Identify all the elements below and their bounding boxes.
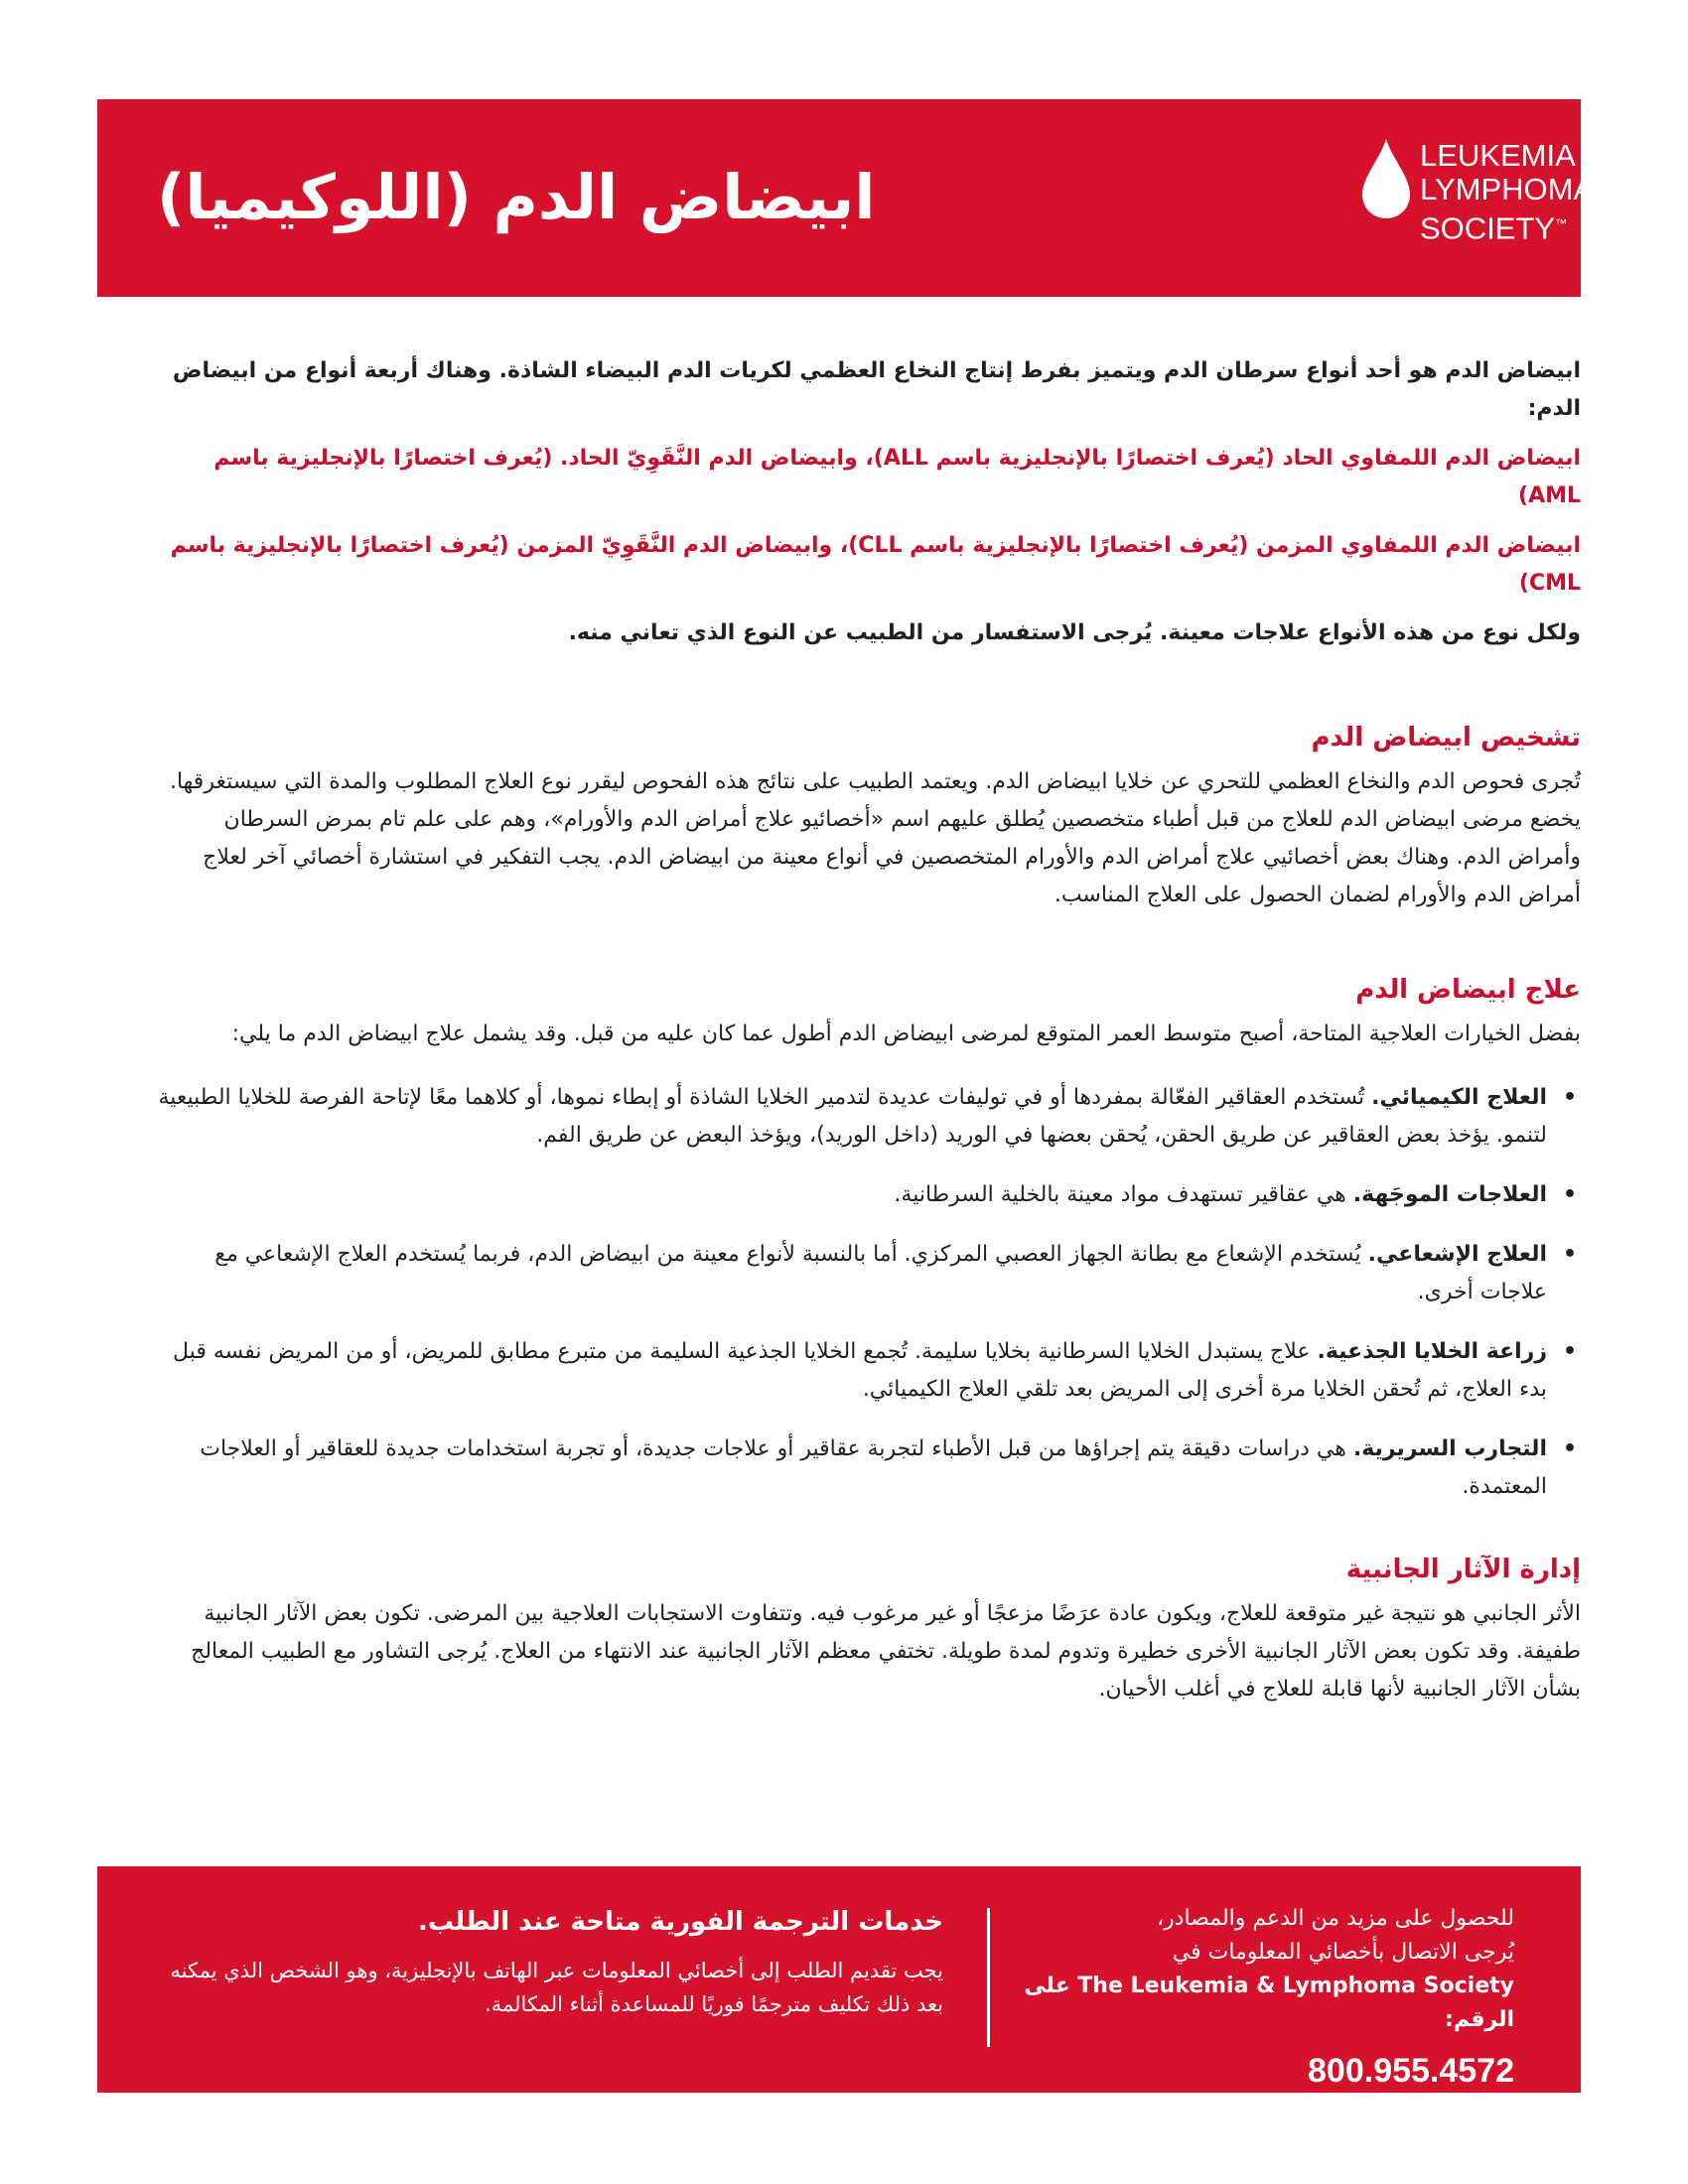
logo-wordmark	[1420, 139, 1603, 245]
intro-closing: ولكل نوع من هذه الأنواع علاجات معينة. يُرجى الاستفسار من الطبيب عن النوع الذي تعاني منه.	[568, 620, 1581, 645]
list-item	[149, 1176, 1581, 1214]
list-item	[149, 1333, 1581, 1409]
treatment-lead: بفضل الخيارات العلاجية المتاحة، أصبح متوسط العمر المتوقع لمرضى ابيضاض الدم أطول عما كان عليه من قبل. وقد يشمل علاج ابيضاض الدم ما يلي:	[231, 1022, 1581, 1046]
contact-org: The Leukemia & Lymphoma Society على الرقم:	[1024, 1974, 1514, 2032]
treatment-text: هي دراسات دقيقة يتم إجراؤها من قبل الأطباء لتجربة عقاقير أو علاجات جديدة، أو تجربة استخدامات جديدة للعقاقير أو العلاجات المعتمدة.	[200, 1436, 1547, 1499]
treatment-term: التجارب السريرية.	[1352, 1436, 1547, 1461]
bullet: •	[1562, 1436, 1577, 1461]
bullet: •	[1562, 1242, 1577, 1267]
bullet: •	[1562, 1085, 1577, 1110]
contact-line-1: للحصول على مزيد من الدعم والمصادر،	[1156, 1906, 1514, 1931]
diagnosis-heading: تشخيص ابيضاض الدم	[1311, 723, 1581, 752]
treatment-text: علاج يستبدل الخلايا السرطانية بخلايا سليمة. تُجمع الخلايا الجذعية السليمة من متبرع مطابق للمريض، أو من المريض نفسه قبل بدء العلاج، ثم تُحقن الخلايا مرة أخرى إلى المريض بعد تلقي العلاج الكيميائي.	[173, 1339, 1547, 1402]
list-item	[149, 1431, 1581, 1506]
contact-line-2: يُرجى الاتصال بأخصائي المعلومات في	[1172, 1940, 1514, 1965]
side-effects-heading: إدارة الآثار الجانبية	[1345, 1555, 1581, 1584]
logo-line-3	[1420, 206, 1603, 245]
treatment-list	[149, 1079, 1581, 1506]
interpretation-body: يجب تقديم الطلب إلى أخصائي المعلومات عبر الهاتف بالإنجليزية، وهو الشخص الذي يمكنه بعد ذلك تكليف مترجمًا فوريًا للمساعدة أثناء المكالمة.	[170, 1959, 943, 2016]
logo-line-1: LEUKEMIA &	[1420, 138, 1604, 173]
logo-line-3-text: SOCIETY	[1420, 210, 1556, 246]
page-title: ابيضاض الدم (اللوكيميا)	[157, 161, 876, 233]
main-content	[149, 352, 1581, 1708]
trademark-mark: ™	[1555, 216, 1568, 230]
interpretation-block	[157, 1902, 943, 2021]
treatment-text: تُستخدم العقاقير الفعّالة بمفردها أو في توليفات عديدة لتدمير الخلايا الشاذة أو إبطاء نموها، أو كلاهما معًا لإتاحة الفرصة للخلايا الطبيعية لتنمو. يؤخذ بعض العقاقير عن طريق الحقن، يُحقن بعضها في الوريد (داخل الوريد)، ويؤخذ البعض عن طريق الفم.	[158, 1085, 1547, 1148]
diagnosis-body: تُجرى فحوص الدم والنخاع العظمي للتحري عن خلايا ابيضاض الدم. ويعتمد الطبيب على نتائج هذه الفحوص ليقرر نوع العلاج المطلوب والمدة التي سيستغرقها. يخضع مرضى ابيضاض الدم للعلاج من قبل أطباء متخصصين يُطلق عليهم اسم «أخصائيو علاج أمراض الدم والأورام»، وهم على علم تام بمرض السرطان وأمراض الدم. وهناك بعض أخصائيي علاج أمراض الدم والأورام المتخصصين في أنواع معينة من ابيضاض الدم. يجب التفكير في استشارة أخصائي آخر لعلاج أمراض الدم والأورام لضمان الحصول على العلاج المناسب.	[169, 769, 1581, 907]
list-item	[149, 1079, 1581, 1155]
side-effects-body: الأثر الجانبي هو نتيجة غير متوقعة للعلاج، ويكون عادة عرَضًا مزعجًا أو غير مرغوب فيه. وتتفاوت الاستجابات العلاجية بين المرضى. تكون بعض الآثار الجانبية طفيفة. وقد تكون بعض الآثار الجانبية الأخرى خطيرة وتدوم لمدة طويلة. تختفي معظم الآثار الجانبية عند الانتهاء من العلاج. يُرجى التشاور مع الطبيب المعالج بشأن الآثار الجانبية لأنها قابلة للعلاج في أغلب الأحيان.	[191, 1601, 1581, 1702]
treatment-term: العلاج الكيميائي.	[1371, 1085, 1547, 1110]
list-item	[149, 1236, 1581, 1311]
phone-number[interactable]: 800.955.4572	[1308, 2052, 1514, 2090]
footer-divider	[987, 1908, 990, 2047]
contact-block	[996, 1902, 1514, 2093]
treatment-text: هي عقاقير تستهدف مواد معينة بالخلية السرطانية.	[894, 1182, 1353, 1207]
treatment-term: العلاجات الموجَهة.	[1352, 1182, 1547, 1207]
interpretation-heading: خدمات الترجمة الفورية متاحة عند الطلب.	[418, 1907, 943, 1937]
treatment-heading: علاج ابيضاض الدم	[1355, 975, 1581, 1005]
footer-band	[97, 1866, 1581, 2093]
blood-drop-icon	[1360, 137, 1412, 220]
treatment-term: زراعة الخلايا الجذعية.	[1317, 1339, 1547, 1364]
intro-paragraph: ابيضاض الدم هو أحد أنواع سرطان الدم ويتميز بفرط إنتاج النخاع العظمي لكريات الدم البيضاء الشاذة. وهناك أربعة أنواع من ابيضاض الدم:	[172, 358, 1581, 421]
bullet: •	[1562, 1182, 1577, 1207]
chronic-types-paragraph: ابيضاض الدم اللمفاوي المزمن (يُعرف اختصارًا بالإنجليزية باسم CLL)، وابيضاض الدم النَّقَوِيّ المزمن (يُعرف اختصارًا بالإنجليزية باسم CML)	[170, 533, 1581, 596]
bullet: •	[1562, 1339, 1577, 1364]
treatment-term: العلاج الإشعاعي.	[1367, 1242, 1547, 1267]
acute-types-paragraph: ابيضاض الدم اللمفاوي الحاد (يُعرف اختصارًا بالإنجليزية باسم ALL)، وابيضاض الدم النَّقَوِيّ الحاد. (يُعرف اختصارًا بالإنجليزية باسم AML)	[213, 446, 1581, 508]
header-band	[97, 99, 1604, 297]
lls-logo	[1360, 137, 1604, 256]
logo-line-2: LYMPHOMA	[1420, 172, 1595, 206]
treatment-text: يُستخدم الإشعاع مع بطانة الجهاز العصبي المركزي. أما بالنسبة لأنواع معينة من ابيضاض الدم، فربما يُستخدم العلاج الإشعاعي مع علاجات أخرى.	[214, 1242, 1547, 1304]
